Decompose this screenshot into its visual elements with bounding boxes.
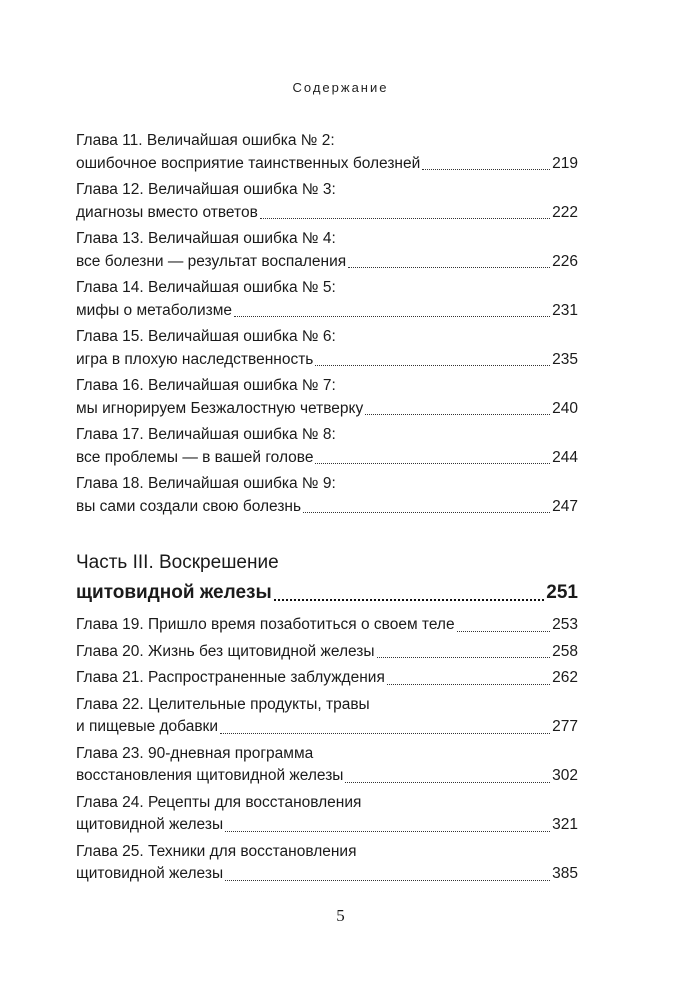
toc-page-number: 231 [552, 301, 578, 319]
toc-page-number: 321 [552, 816, 578, 833]
toc-entry-heading: Глава 24. Рецепты для восстановления [76, 793, 362, 811]
toc-page-number: 226 [552, 252, 578, 270]
leader-dots [225, 879, 550, 881]
leader-dots [220, 732, 550, 734]
leader-dots [348, 266, 550, 268]
page-header: Содержание [292, 80, 389, 95]
toc-entry-heading: Глава 22. Целительные продукты, травы [76, 695, 370, 713]
toc-entry-title: восстановления щитовидной железы [76, 767, 344, 784]
toc-entry-heading: Глава 18. Величайшая ошибка № 9: [76, 475, 336, 492]
toc-entry-title: Глава 20. Жизнь без щитовидной железы [76, 642, 375, 660]
toc-entry-heading: Глава 13. Величайшая ошибка № 4: [76, 230, 336, 247]
leader-dots [315, 462, 550, 464]
part-subtitle: щитовидной железы [76, 582, 272, 603]
leader-dots [234, 315, 550, 317]
toc-entry[interactable] [76, 473, 578, 518]
toc-entry-title: щитовидной железы [76, 816, 224, 833]
toc-entry-title: мифы о метаболизме [76, 301, 232, 319]
toc-entry-title: Глава 19. Пришло время позаботиться о своем теле [76, 616, 455, 633]
toc-page-number: 302 [552, 767, 578, 784]
toc-entry[interactable] [76, 228, 578, 273]
toc-entry-heading: Глава 12. Величайшая ошибка № 3: [76, 181, 336, 198]
page-number: 5 [336, 906, 345, 925]
toc-entry[interactable] [76, 277, 578, 322]
toc-page-number: 219 [552, 154, 578, 172]
toc-entry[interactable] [76, 326, 578, 371]
toc-entry-title: ошибочное восприятие таинственных болезней [76, 154, 421, 172]
toc-entry[interactable] [76, 694, 578, 739]
toc-page-number: 262 [552, 669, 578, 686]
toc-entry-heading: Глава 16. Величайшая ошибка № 7: [76, 377, 336, 394]
leader-dots [274, 598, 545, 601]
toc-entry-title: все болезни — результат воспаления [76, 252, 347, 270]
toc-entry-title: щитовидной железы [76, 865, 224, 882]
leader-dots [457, 630, 551, 632]
toc-entry[interactable] [76, 743, 578, 788]
toc-page-number: 247 [552, 497, 578, 515]
toc-list [76, 130, 578, 522]
toc-page-number: 253 [552, 616, 578, 633]
toc-entry[interactable] [76, 375, 578, 420]
toc-entry-heading: Глава 14. Величайшая ошибка № 5: [76, 279, 336, 296]
toc-page-number: 222 [552, 203, 578, 221]
toc-page-number: 244 [552, 448, 578, 466]
toc-entry[interactable] [76, 667, 578, 690]
leader-dots [260, 217, 550, 219]
toc-entry-title: Глава 21. Распространенные заблуждения [76, 669, 385, 686]
toc-page-number: 240 [552, 399, 578, 417]
part-title: Часть III. Воскрешение [76, 552, 279, 573]
toc-entry-title: вы сами создали свою болезнь [76, 497, 302, 515]
toc-entry-heading: Глава 11. Величайшая ошибка № 2: [76, 132, 335, 149]
toc-entry[interactable] [76, 792, 578, 837]
leader-dots [387, 683, 550, 685]
toc-entry[interactable] [76, 424, 578, 469]
toc-entry[interactable] [76, 614, 578, 637]
toc-entry-heading: Глава 15. Величайшая ошибка № 6: [76, 328, 336, 345]
leader-dots [377, 656, 551, 658]
toc-entry-title: игра в плохую наследственность [76, 350, 314, 368]
toc-entry-title: мы игнорируем Безжалостную четверку [76, 399, 364, 417]
toc-entry-heading: Глава 23. 90-дневная программа [76, 744, 314, 762]
toc-entry-title: и пищевые добавки [76, 718, 218, 735]
leader-dots [225, 830, 550, 832]
leader-dots [422, 168, 550, 170]
toc-page-number: 385 [552, 865, 578, 882]
toc-entry-title: все проблемы — в вашей голове [76, 448, 314, 466]
toc-list [76, 614, 578, 890]
toc-page-number: 277 [552, 718, 578, 735]
leader-dots [345, 781, 550, 783]
toc-entry-heading: Глава 17. Величайшая ошибка № 8: [76, 426, 336, 443]
toc-entry[interactable] [76, 841, 578, 886]
leader-dots [303, 511, 550, 513]
leader-dots [365, 413, 550, 415]
part-page-number: 251 [546, 582, 578, 603]
toc-page-number: 235 [552, 350, 578, 368]
toc-entry-title: диагнозы вместо ответов [76, 203, 258, 221]
toc-entry[interactable] [76, 130, 578, 175]
leader-dots [315, 364, 550, 366]
toc-entry[interactable] [76, 179, 578, 224]
toc-entry[interactable] [76, 641, 578, 664]
toc-page-number: 258 [552, 642, 578, 660]
part-heading[interactable] [76, 548, 578, 608]
toc-entry-heading: Глава 25. Техники для восстановления [76, 842, 357, 860]
